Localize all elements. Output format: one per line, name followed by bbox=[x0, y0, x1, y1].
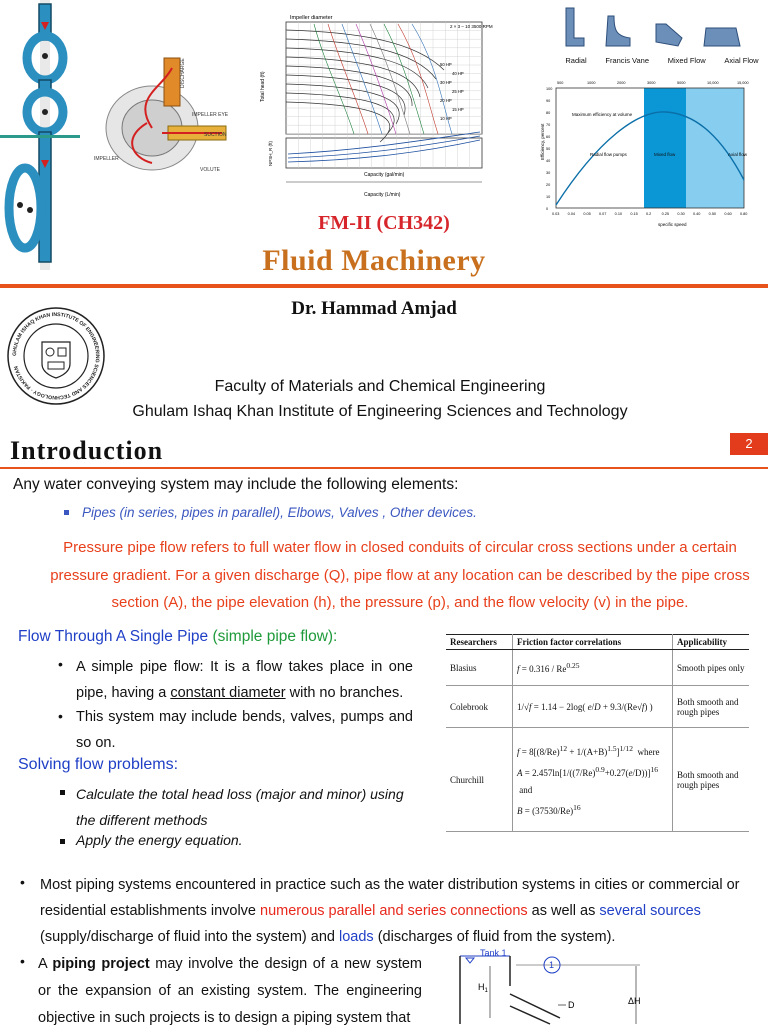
pump-chart-x2label: Capacity (L/min) bbox=[364, 192, 401, 198]
single-pipe-heading: Flow Through A Single Pipe (simple pipe flow): bbox=[18, 628, 338, 645]
solve-step-1: Calculate the total head loss (major and minor) using the different methods bbox=[76, 786, 404, 828]
impeller-types bbox=[556, 2, 768, 68]
centrifugal-pump-diagram bbox=[92, 48, 242, 178]
table-row bbox=[446, 728, 749, 832]
impeller-label-axial: Axial Flow bbox=[724, 56, 759, 65]
impeller-label-mixed: Mixed Flow bbox=[667, 56, 706, 65]
eff-ytick: 90 bbox=[546, 99, 551, 103]
dot-bullet-icon: • bbox=[20, 953, 25, 969]
institution-block bbox=[60, 374, 700, 424]
pump-performance-chart bbox=[244, 12, 493, 198]
elements-list: Pipes (in series, pipes in parallel), Elbows, Valves , Other devices. bbox=[82, 505, 477, 520]
table-header: Applicability bbox=[673, 635, 750, 650]
eff-toptick: 3000 bbox=[647, 81, 656, 85]
eff-toptick: 10,000 bbox=[707, 81, 719, 85]
hp-label: 50 HP bbox=[440, 62, 452, 67]
label-volute: VOLUTE bbox=[200, 167, 221, 173]
piping-systems-text: Most piping systems encountered in practice such as the water distribution systems in cities or commercial or residential establishments involve numerous parallel and series connections as well as several sources (supply/discharge of fluid into the system) and loads (discharges of fluid from the system). bbox=[40, 877, 740, 945]
eff-region-radial: Radial flow pumps bbox=[590, 152, 627, 157]
tank-label: Tank 1 bbox=[480, 948, 507, 958]
eff-ytick: 0 bbox=[546, 207, 549, 211]
piping-project-text: A piping project may involve the design of a new system or the expansion of an existing system. The engineering objective in such projects is to design a piping system that bbox=[38, 956, 422, 1026]
eff-xtick: 0.50 bbox=[708, 212, 717, 216]
eff-ytick: 70 bbox=[546, 123, 551, 127]
eff-toptick: 2000 bbox=[617, 81, 626, 85]
eff-xtick: 0.30 bbox=[677, 212, 685, 216]
eff-ytick: 40 bbox=[546, 159, 551, 163]
delta-h-label: ΔH bbox=[628, 996, 641, 1006]
course-code: FM-II (CH342) bbox=[318, 212, 450, 234]
table-row bbox=[446, 650, 749, 686]
eff-xtick: 0.03 bbox=[552, 212, 560, 216]
course-title: Fluid Machinery bbox=[262, 244, 486, 277]
square-bullet-icon bbox=[60, 790, 65, 795]
eff-ytick: 80 bbox=[546, 111, 551, 115]
eff-xtick: 0.05 bbox=[583, 212, 591, 216]
hp-label: 10 HP bbox=[440, 116, 452, 121]
hp-label: 15 HP bbox=[452, 107, 464, 112]
pump-chart-note: 2 × 3 – 10 3500 RPM bbox=[450, 24, 493, 29]
label-suction: SUCTION bbox=[204, 132, 227, 138]
eff-xtick: 0.10 bbox=[614, 212, 623, 216]
pump-chart-npsh: NPSH_R (ft) bbox=[268, 140, 273, 166]
eff-toptick: 5000 bbox=[677, 81, 686, 85]
section-divider bbox=[0, 467, 768, 469]
eff-ytick: 60 bbox=[546, 135, 551, 139]
eff-xtick: 0.2 bbox=[646, 212, 652, 216]
label-impeller: IMPELLER bbox=[94, 156, 119, 162]
point-label: 1 bbox=[549, 960, 555, 970]
table-row bbox=[446, 686, 749, 728]
pump-chart-xlabel: Capacity (gal/min) bbox=[364, 172, 405, 178]
tank-pipe-diagram bbox=[450, 946, 650, 1024]
title-divider bbox=[0, 284, 768, 288]
lead-text: Any water conveying system may include the following elements: bbox=[13, 476, 459, 493]
pump-chart-ylabel: Total head (ft) bbox=[260, 71, 266, 102]
impeller-label-radial: Radial bbox=[565, 56, 587, 65]
hp-label: 25 HP bbox=[452, 89, 464, 94]
eff-xtick: 0.07 bbox=[599, 212, 607, 216]
eff-ylabel: Efficiency, percent bbox=[540, 123, 545, 160]
eff-region-mixed: Mixed flow bbox=[654, 152, 676, 157]
pressure-flow-text: Pressure pipe flow refers to full water flow in closed conduits of circular cross sections under a certain pressure gradient. For a given discharge (Q), pipe flow at any location can be described by the pipe cross section (A), the pipe elevation (h), the pressure (p), and the flow velocity (v) in the pipe. bbox=[50, 539, 750, 611]
solving-heading: Solving flow problems: bbox=[18, 756, 179, 773]
eff-xtick: 0.60 bbox=[724, 212, 732, 216]
eff-ytick: 20 bbox=[546, 183, 551, 187]
mixed-flow-impeller-icon bbox=[656, 24, 682, 46]
colebrook-formula: 1/√f = 1.14 − 2log( e/D + 9.3/(Re√f) ) bbox=[513, 686, 673, 728]
hp-label: 40 HP bbox=[452, 71, 464, 76]
table-header: Researchers bbox=[446, 635, 513, 650]
dot-bullet-icon: • bbox=[58, 656, 63, 672]
diameter-label: D bbox=[568, 1000, 575, 1010]
eff-region-axial: Axial flow bbox=[728, 152, 748, 157]
author-name: Dr. Hammad Amjad bbox=[291, 298, 457, 319]
impeller-label-francis: Francis Vane bbox=[605, 56, 649, 65]
simple-flow-system: This system may include bends, valves, pumps and so on. bbox=[76, 709, 413, 751]
efficiency-chart bbox=[538, 70, 766, 234]
square-bullet-icon bbox=[60, 839, 65, 844]
francis-vane-impeller-icon bbox=[606, 16, 630, 46]
eff-ytick: 100 bbox=[546, 87, 553, 91]
radial-impeller-icon bbox=[566, 8, 584, 46]
head-label: $H_1$ bbox=[478, 982, 488, 994]
label-impeller-eye: IMPELLER EYE bbox=[192, 112, 229, 118]
blasius-formula: $f = 0.316 / Re^{0.25}$ bbox=[513, 650, 673, 686]
applicability-cell: Smooth pipes only bbox=[673, 650, 750, 686]
eff-ytick: 50 bbox=[546, 147, 551, 151]
eff-xtick: 0.25 bbox=[661, 212, 670, 216]
table-header: Friction factor correlations bbox=[513, 635, 673, 650]
institute-name: Ghulam Ishaq Khan Institute of Engineering Sciences and Technology bbox=[132, 403, 628, 420]
friction-factor-table bbox=[446, 634, 749, 832]
hp-label: 20 HP bbox=[440, 98, 452, 103]
researcher-cell: Blasius bbox=[446, 650, 513, 686]
eff-ytick: 10 bbox=[546, 195, 551, 199]
churchill-formula: $f = 8[(8/Re)^{12} + 1/(A+B)^{1.5}]^{1/12}$ where $A = 2.457\ln[1/((7/Re)^{0.9}+0.27(e/D))]^{16}$ and $B = (37530/Re)^{16}$ bbox=[513, 728, 673, 832]
square-bullet-icon bbox=[64, 510, 69, 515]
eff-xtick: 0.40 bbox=[693, 212, 701, 216]
researcher-cell: Colebrook bbox=[446, 686, 513, 728]
researcher-cell: Churchill bbox=[446, 728, 513, 832]
dot-bullet-icon: • bbox=[20, 874, 25, 890]
axial-flow-impeller-icon bbox=[704, 28, 740, 46]
eff-ytick: 30 bbox=[546, 171, 551, 175]
eff-annotation: Maximum efficiency at volume bbox=[572, 112, 633, 117]
eff-toptick: 15,000 bbox=[737, 81, 749, 85]
pump-chart-title: Impeller diameter bbox=[290, 15, 333, 21]
faculty-name: Faculty of Materials and Chemical Engineering bbox=[214, 378, 546, 395]
simple-flow-definition: A simple pipe flow: It is a flow takes place in one pipe, having a constant diameter with no branches. bbox=[76, 659, 413, 701]
eff-toptick: 500 bbox=[557, 81, 564, 85]
applicability-cell: Both smooth and rough pipes bbox=[673, 686, 750, 728]
dot-bullet-icon: • bbox=[58, 708, 63, 724]
solve-step-2: Apply the energy equation. bbox=[76, 832, 243, 848]
hp-label: 30 HP bbox=[440, 80, 452, 85]
applicability-cell: Both smooth and rough pipes bbox=[673, 728, 750, 832]
slide-number: 2 bbox=[730, 433, 768, 455]
svg-text:GHULAM ISHAQ KHAN INSTITUTE OF: GHULAM ISHAQ KHAN INSTITUTE OF ENGINEERING SCIENCES AND TECHNOLOGY · PAKISTAN bbox=[11, 311, 101, 401]
eff-xtick: 0.15 bbox=[630, 212, 638, 216]
eff-xtick: 0.80 bbox=[740, 212, 748, 216]
eff-toptick: 1000 bbox=[587, 81, 596, 85]
section-heading: Introduction bbox=[10, 436, 164, 465]
eff-xtick: 0.04 bbox=[567, 212, 576, 216]
label-discharge: DISCHARGE bbox=[180, 58, 186, 88]
eff-xcaption: specific speed bbox=[658, 222, 687, 227]
